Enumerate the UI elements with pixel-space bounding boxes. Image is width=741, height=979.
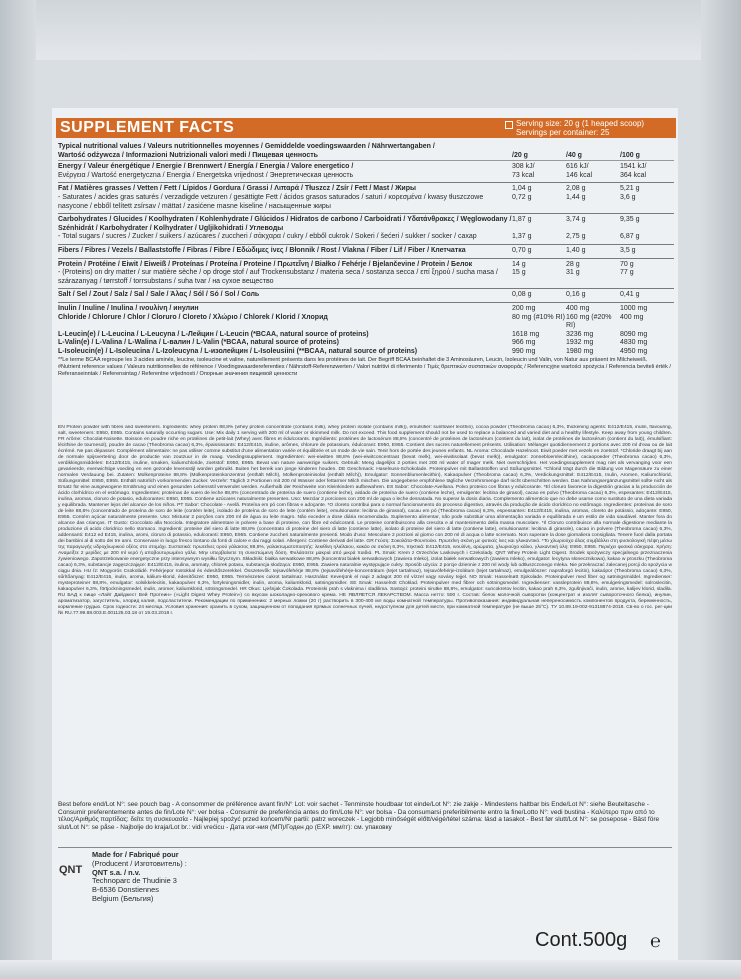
valine-20: 966 mg (512, 339, 536, 347)
energy-kj-100: 1541 kJ/ (620, 163, 647, 171)
drymatter-label: - (Proteins) on dry matter / sur matière sèche / op droge stof / auf Trockensubstanz / materia seca / sostanza secca / επί ξηρού / sucha masa / szárazanyag / tørrstoff / torrsubstans / suha tvar / на сухое вещество (58, 269, 498, 285)
isoleucine-label: L-Isoleucin(e) / L-Isoleucina / L-Izoleucyna / L-изолейцин / L-Isoleusiini (**BCAA, natural source of proteins) (58, 347, 418, 355)
leucine-20: 1618 mg (512, 330, 540, 338)
manufacturer-block (92, 851, 187, 904)
table-row-chloride (58, 314, 674, 331)
leucine-100: 8090 mg (620, 330, 648, 338)
chloride-20: 80 mg (#10% RI) (512, 313, 565, 321)
fibre-40: 1,40 g (566, 246, 586, 254)
table-row-protein (58, 261, 674, 270)
carb-100: 9,35 g (620, 216, 640, 224)
footnote-nrv: #Nutrient reference values / Valeurs nutritionnelles de référence / Voedingswaardereferenties / Nährstoff-Referenzwerten / Valori nutritivi di riferimento / Τιμές θρεπτικών συστατικών αναφοράς / Referencyjne wartości spożycia / Referencia beviteli érték / Referanseinntak / Referensintag / Referentne vrijednosti / Опорные значения пищевой ценности (58, 364, 671, 377)
best-before-text: Best before end/Lot N°: see pouch bag - A consommer de préférence avant fin/N° Lot: voir sachet - Tenminste houdbaar tot einde/Lot N°: zie zakje - Mindestens haltbar bis Ende/Lot N°: siehe Beuteltasche - Consumir preferentemente antes de fin/Lote N°: ver bolsa - Consumir de preferência antes do fim/Lote N°: ver bolsa - Da consumarsi preferibilmente entro la fine/Lotto N°: vedi bustina - Καλύτερο πριν από το τέλος/Αριθμός παρτίδας: δείτε τη συσκευασία - Najlepiej spożyć przed końcem/Nr partii: patrz woreczek - Legjobb minőségét előtt/végé/tétel száma: lásd a tasakot - Best før slutt/Lot N°: se posepose - Bäst före slut/Lot N°: se påse - Najbolje do kraja/Lot br.: vidi vrećicu - Дата изг-ния (МП)/Годен до (EXP. мм/гг): см. упаковку (58, 801, 660, 831)
chloride-label: Chloride / Chlorure / Chlor / Cloruro / Cloreto / Χλώριο / Chlorek / Klorid / Хлорид (58, 313, 328, 321)
bag-right-fold (701, 0, 741, 979)
inulin-100: 1000 mg (620, 304, 648, 312)
bag-bottom-edge (0, 960, 741, 979)
fibre-20: 0,70 g (512, 246, 532, 254)
fat-40: 2,08 g (566, 185, 586, 193)
carb-40: 3,74 g (566, 216, 586, 224)
sugar-40: 2,75 g (566, 233, 586, 241)
table-row-inulin (58, 305, 674, 314)
table-row-fibre (58, 247, 674, 256)
scoop-icon (505, 121, 513, 129)
protein-20: 14 g (512, 260, 526, 268)
table-title-line2: Wartość odżywcza / Informazioni Nutrizionali valori medi / Пищевая ценность (58, 151, 318, 159)
nutrition-table (58, 143, 674, 377)
table-row-energy (58, 163, 674, 180)
fat-label: Fat / Matières grasses / Vetten / Fett / Lípidos / Gordura / Grassi / Λιπαρά / Tłuszcz / Zsír / Fett / Mast / Жиры (58, 185, 416, 193)
table-row-leucine (58, 331, 674, 340)
fat-20: 1,04 g (512, 185, 532, 193)
chloride-40: 160 mg (#20% RI) (566, 313, 612, 330)
sugar-label: - Total sugars / sucres / Zucker / suikers / azúcares / zuccheri / σάκχαρα / cukry / ebből cukrok / Sokeri / šećeri / sukker / socker / caxap (58, 233, 477, 241)
table-row-sugars (58, 233, 674, 242)
supplement-facts-title: SUPPLEMENT FACTS (60, 119, 235, 136)
column-100g: /100 g (620, 151, 640, 159)
column-40g: /40 g (566, 151, 582, 159)
salt-100: 0,41 g (620, 291, 640, 299)
salt-20: 0,08 g (512, 291, 532, 299)
protein-100: 70 g (620, 260, 634, 268)
isoleucine-20: 990 mg (512, 347, 536, 355)
serving-size: Serving size: 20 g (1 heaped scoop) (516, 119, 645, 128)
chloride-100: 400 mg (620, 313, 644, 321)
isoleucine-40: 1980 mg (566, 347, 594, 355)
protein-40: 28 g (566, 260, 580, 268)
address-line1: Technoparc de Thudinie 3 (92, 876, 177, 886)
producent: (Producent / Изготовитель) : (92, 858, 187, 868)
valine-40: 1932 mg (566, 339, 594, 347)
sat-20: 0,72 g (512, 193, 532, 201)
carb-20: 1,87 g (512, 216, 532, 224)
bag-top-edge (0, 0, 741, 60)
energy-kcal-100: 364 kcal (620, 171, 647, 179)
table-column-header (58, 143, 674, 161)
table-row-valine (58, 339, 674, 348)
divider (58, 847, 672, 848)
energy-kj-40: 616 kJ/ (566, 163, 589, 171)
company-name: QNT s.a. / n.v. (92, 867, 141, 877)
energy-label-2: Ενέργεια / Wartość energetyczna / Energia / Energetska vrijednost / Энергетическая ценность (58, 171, 354, 179)
ingredients-text: EN Protein powder with fibres and sweeteners. Ingredients: whey protein 88,8% (whey protein concentrate (contains milk), whey protein isolate (contains milk)), emulsifier: sunflower lecithin), cocoa powder (Theobroma cacao) 6,3%, thickening agents: E412/E415, inulin, flavouring, salt, sweeteners: E950, E955. Contains naturally occurring sugars. Use: Mix daily 1 serving with 200 ml of water or skimmed milk. Do not exceed. This food supplement should not be used to replace a balanced and varied diet and a healthy lifestyle. Keep away from young children. FR Arôme: Chocolat-Noisette. Boisson en poudre riche en protéines de petit-lait (Whey) avec fibres et édulcorants. Ingrédients: protéines de lactosérum 88,8% (concentré de protéines de lactosérum (contient du lait), isolat de protéines de lactosérum (contient du lait)), émulsifiant: lécithine de tournesol), poudre de cacao (Theobroma cacao) 6,3%, épaississants: E412/E415, inuline, arômes, chlorure de potassium, édulcorant: E950, E955. Contient des sucres naturellement présents. Utilisation: Mélanger quotidiennement 2 portions avec 200 ml d'eau ou de lait écrémé. Ne pas dépasser. Complément alimentaire: ne pas utiliser comme substitut d'une alimentation variée et équilibrée et un mode de vie sain. Tenir hors de portée des jeunes enfants. NL Aroma: Chocolade Hazelnoot. Eiwit poeder met vezels en zoetstof. *Chloride draagt bij aan de normale spijsvertering door de productie van zoutzuur in de maag. Voedingssupplement. Ingrediënten: wei-eiwitten 88,8% (wei-eiwitconcentraat (bevat melk), wei-eiwitisolaat (bevat melk)), emulgator: zonnebloemlecithine), cacaopoeder (Theobroma cacao) 6,3%, verdikkingsmiddelen: E412/E415, inuline, smaken, kaliumchloride, zoetstof: E950, E955. Bevat van nature aanwezige suikers. Gebruik: Meng dagelijks 2 porties met 200 ml water of mager melk. Niet overschrijden. Het voedingssupplement mag niet als vervanging voor een gevarieerde, evenwichtige voeding en een gezonde levensstijl worden gebruikt. Buiten het bereik van jonge kinderen houden. DE Geschmack: Haselnuss-Schokolade. Proteinpulver mit Ballaststoffen und Süßungsmittel. *Chlorid trägt durch die Bildung von Magensäure zu einer normalen Verdauung bei. Zutaten: Molkenproteine 88,8% (Molkenproteinkonzentrat (enthält Milch), Molkenproteinisolat (enthält Milch)), Emulgator: Sonnenblumenlecithin), Kakaopulver (Theobroma cacao) 6,3%, Verdickungsmittel: E412/E415, Inulin, Aromen, Kaliumchlorid, Süßungsmittel: E950, E955. Enthält natürlich vorkommenden Zucker. Verzehr: Täglich 2 Portionen mit 200 ml Wasser oder fettarmer Milch mischen. Die angegebene empfohlene tägliche Verzehrsmenge darf nicht überschritten werden. Das Nahrungsergänzungsmittel sollte nicht als Ersatz für eine ausgewogene Ernährung und einen gesunden Lebensstil verwendet werden. Außerhalb der Reichweite von Kleinkindern aufbewahren. ES Sabor: Chocolate-Avellana. Polvo proteico con fibras y edulcorante. *El cloruro favorece la digestión gracias a la producción de ácido clorhídrico en el estómago. Ingredientes: proteínas de suero de leche 88,8% (concentrado de proteína de suero (contiene leche), aislado de proteína de suero (contiene leche), emulgente: lecitina de girasol), cacao en polvo (Theobroma cacao) 6,3%, espesantes: E412/E415, inulina, aromas, cloruro de potasio, edulcorantes: E950, E955. Contiene azúcares naturalmente presentes. Uso: Mezclar 2 porciones con 200 ml de agua o leche desnatada. No superar la dosis diaria. Complemento alimenticio que no debe usarse como sustituto de una dieta variada y equilibrada. Mantener lejos del alcance de los niños. PT Sabor: Chocolate - Avelã. Proteína em pó com fibras e adoçante. *O cloreto contribui para o normal funcionamento do processo digestivo, através da produção de ácido clorídrico no estômago. Ingredientes: proteínas de soro de leite 88,8% (concentrado de proteína de soro de leite (contém leite), isolado de proteína de soro de leite (contém leite), emulsionante: lecitina de girassol), cacau em pó (Theobroma cacao) 6,3%, espessantes: E412/E415, inulina, aromas, cloreto de potássio, adoçante: E950, E955. Contém açúcar naturalmente presente. Uso: Misturar 2 porções com 200 ml de água ou leite magro. Não exceder a dose diária recomendada. Suplemento alimentar, não pode substituir uma alimentação variada e equilibrada e um estilo de vida saudável. Manter fora do alcance das crianças. IT Gusto: Cioccolato alla Nocciola. Integratore alimentare in polvere a base di proteine, con fibre ed edulcoranti. Le proteine contribuiscono alla crescita e al mantenimento della massa muscolare. *Il Cloruro contribuisce alla normale digestione mediante la produzione di acido cloridrico nello stomaco. Ingredienti: proteine del siero di latte 88,8% (concentrato di proteine del siero di latte (contiene latte), isolato di proteine del siero di latte (contiene latte), emulsionante: lecitina di girasole), cacao in polvere (Theobroma cacao) 6,3%, addensanti: E412 ed E415, inulina, aromi, cloruro di potassio, edulcoranti: E950, E955. Contiene zuccheri naturalmente presenti. Modo d'uso: Mescolare 2 porzioni al giorno con 200 ml di acqua o latte scremato. Non superare la dose giornaliera consigliata. Tenere fuori dalla portata dei bambini al di sotto dei tre anni. Conservare in luogo fresco lontano da fonti di calore e dai raggi solari. Allergeni: Contiene derivati del latte. GR Γεύση: Σοκολάτα-Φουντούκι. Πρωτεΐνη σκόνη με φυτικές ίνες και γλυκαντικό. *Το χλωριούχο άλας συμβάλλει στη φυσιολογική πέψη μέσω της παραγωγής υδροχλωρικού οξέος στο στομάχι. Συστατικά: πρωτεΐνες ορού γάλακτος 88,8%, γαλακτωματοποιητής: λεκιθίνη ηλιέλαιου, κακάο σε σκόνη 6,3%, πηκτικά: E412/E415, ινουλίνη, αρώματα, χλωριούχο κάλιο, γλυκαντική ύλη: E950, E955. Περιέχει φυσικά σάκχαρα. Χρήση: Αναμείξτε 2 μερίδες με 200 ml νερό ή αποβουτυρωμένο γάλα. Μην υπερβαίνετε τη συνιστώμενη δόση. Φυλάσσετε μακριά από μικρά παιδιά. PL Smak: Krem z Orzechów Laskowych i Czekolady. QNT Whey Protein Light Digest. Środek spożywczy specjalnego przeznaczenia żywieniowego. Zapotrzebowanie energetyczne przy intensywnym wysiłku fizycznym. Składniki: białka serwatkowe 88,8% (koncentrat białek serwatkowych (zawiera mleko), izolat białek serwatkowych (zawiera mleko), emulgator: lecytyna słonecznikowa), kakao w proszku (Theobroma cacao) 6,3%, substancje zagęszczające: E412/E415, inulina, aromaty, chlorek potasu, substancja słodząca: E950, E955. Zawiera naturalnie występujące cukry. Sposób użycia: 2 porcje dziennie z 200 ml wody lub odtłuszczonego mleka. Nie przekraczać zalecanej porcji do spożycia w ciągu dnia. HU Íz: Mogyorós Csokoládé. Fehérjepor rostokkal és édesítőszerekkel. Összetevők: tejsavófehérje 88,8% (tejsavófehérje-koncentrátum (tejet tartalmaz), tejsavófehérje-izolátum (tejet tartalmaz), emulgeálószer: napraforgó lecitin), kakaópor (Theobroma cacao) 6,3%, sűrítőanyag: E412/E415, inulin, aroma, kálium-klorid, édesítőszer: E950, E955. Természetes cukrot tartalmaz. Használat: Keverjünk el napi 2 adagot 200 ml vízzel vagy sovány tejjel. NO Smak: Hasselnøtt Sjokolade. Proteinpulver med fiber og søtningsmiddel. Ingredienser: mysteproteiner 88,8%, emulgator: solsikkelecitin, kakaopulver 6,3%, fortykningsmidler, inulin, aroma, kaliumklorid, søtningsmidler. SE Smak: Hasselnöt Choklad. Proteinpulver med fibrer och sötningsmedel. Ingredienser: vassleprotein 88,8%, emulgeringsmedel: solroslecitin, kakaopulver 6,3%, förtjockningsmedel, inulin, aromer, kaliumklorid, sötningsmedel. HR Okus: Lješnjak Čokolada. Proteinski prah s vlaknima i sladilima. Sastojci: proteini sirutke 88,8%, emulgator: suncokretov lecitin, kakao prah 6,3%, zgušnjivači, inulin, arome, kalijev klorid, sladila. RU БАД к пище «Лайт Дайджест Вей Протеин» («Light Digest Whey Protein») со вкусом шоколадно-орехового крема. НЕ ЯВЛЯЕТСЯ ЛЕКАРСТВОМ. Масса нетто: 500 г. Состав: белок молочной сыворотки (концентрат и изолят сывороточного белка), инулин, ароматизатор, загуститель, хлорид калия, подсластители. Рекомендации по применению: 2 мерных ложки (20 г) растворить в 300-400 мл воды комнатной температуры. Противопоказания: индивидуальная непереносимость компонентов продукта, беременность, кормление грудью. Срок годности: 24 месяца. Условия хранения: хранить в сухом, защищенном от попадания прямых солнечных лучей, недоступном для детей месте, при комнатной температуре (не выше 25°С). ТУ 10.89.19-002-91318874-2018. Св-во о гос. рег-ции № RU.77.99.88.003.Е.001125.03.18 от 19.03.2018 г. (58, 425, 672, 616)
estimated-sign-icon: ℮ (650, 931, 661, 951)
fibre-100: 3,5 g (620, 246, 636, 254)
table-row-isoleucine (58, 348, 674, 357)
energy-label: Energy / Valeur énergétique / Energie / Brennwert / Energía / Energia / Valore energetico / (58, 163, 354, 171)
inulin-20: 200 mg (512, 304, 536, 312)
table-row-saturates (58, 194, 674, 211)
made-for: Made for / Fabriqué pour (92, 850, 179, 859)
drymatter-100: 77 g (620, 269, 634, 277)
table-row-carbohydrates (58, 216, 674, 233)
drymatter-20: 15 g (512, 269, 526, 277)
sugar-100: 6,87 g (620, 233, 640, 241)
energy-kj-20: 308 kJ/ (512, 163, 535, 171)
inulin-label: Inulin / Inuline / Inulina / ινουλίνη / инулин (58, 304, 199, 312)
inulin-40: 400 mg (566, 304, 590, 312)
leucine-label: L-Leucin(e) / L-Leucina / L-Leucyna / L-Лейцин / L-Leucin (*BCAA, natural source of proteins) (58, 330, 369, 338)
protein-label: Protein / Protéine / Eiwit / Eiweiß / Proteínas / Proteína / Proteine / Πρωτεΐνη / Białko / Fehérje / Bjelančevine / Protein / Белок (58, 260, 473, 268)
sugar-20: 1,37 g (512, 233, 532, 241)
valine-label: L-Valin(e) / L-Valina / L-Walina / L-валин / L-Valin (*BCAA, natural source of proteins) (58, 339, 340, 347)
salt-40: 0,16 g (566, 291, 586, 299)
fibre-label: Fibers / Fibres / Vezels / Ballaststoffe / Fibras / Fibre / Εδώδιμες ίνες / Błonnik / Rost / Vlakna / Fiber / Lif / Fiber / Клетчатка (58, 246, 466, 254)
carb-label: Carbohydrates / Glucides / Koolhydraten / Kohlenhydrate / Glúcidos / Hidratos de carbono / Carboidrati / Υδατάνθρακες / Węglowodany / Szénhidrát / Karbohydrater / Kolhydrater / Ugljikohidrati / Углеводы (58, 216, 512, 232)
sat-100: 3,6 g (620, 193, 636, 201)
leucine-40: 3236 mg (566, 330, 594, 338)
valine-100: 4830 mg (620, 339, 648, 347)
table-title-line1: Typical nutritional values / Valeurs nutritionnelles moyennes / Gemiddelde voedingswaarden / Nährwertangaben / (58, 143, 435, 150)
isoleucine-100: 4950 mg (620, 347, 648, 355)
serving-info (516, 119, 644, 137)
saturates-label: - Saturates / acides gras saturés / verzadigde vetzuren / gesättigte Fett / ácidos grasos saturados / saturi / κορεσμένα / kwasy tłuszczowe nasycone / ebből telített zsírsav / mättat / zasićene masne kiseline / насыщенные жиры (58, 193, 484, 210)
bag-left-fold (0, 0, 36, 979)
energy-kcal-20: 73 kcal (512, 171, 535, 179)
net-content: Cont.500g (535, 929, 628, 951)
column-20g: /20 g (512, 151, 528, 159)
table-row-salt (58, 291, 674, 300)
table-row-drymatter (58, 269, 674, 286)
salt-label: Salt / Sel / Zout / Salz / Sal / Sale / Άλας / Sól / Só / Sol / Соль (58, 291, 260, 299)
energy-kcal-40: 146 kcal (566, 171, 593, 179)
address-line2: B-6536 Donstiennes (92, 885, 159, 895)
fat-100: 5,21 g (620, 185, 640, 193)
qnt-logo: QNT (59, 864, 83, 876)
servings-per-container: Servings per container: 25 (516, 128, 610, 137)
country: Belgium (Бельгия) (92, 893, 154, 903)
sat-40: 1,44 g (566, 193, 586, 201)
footnote-bcaa: **Le terme BCAA regroupe les 3 acides aminés, leucine, isoleucine et valine, naturellement présents dans les protéines de lait. Der Begriff BCAA beinhaltet die 3 Aminosäuren, Leucin, Isoleucin und Valin, von Natur aus präsent im Milcheiweiß. (58, 357, 648, 364)
table-row-fat (58, 185, 674, 194)
drymatter-40: 31 g (566, 269, 580, 277)
